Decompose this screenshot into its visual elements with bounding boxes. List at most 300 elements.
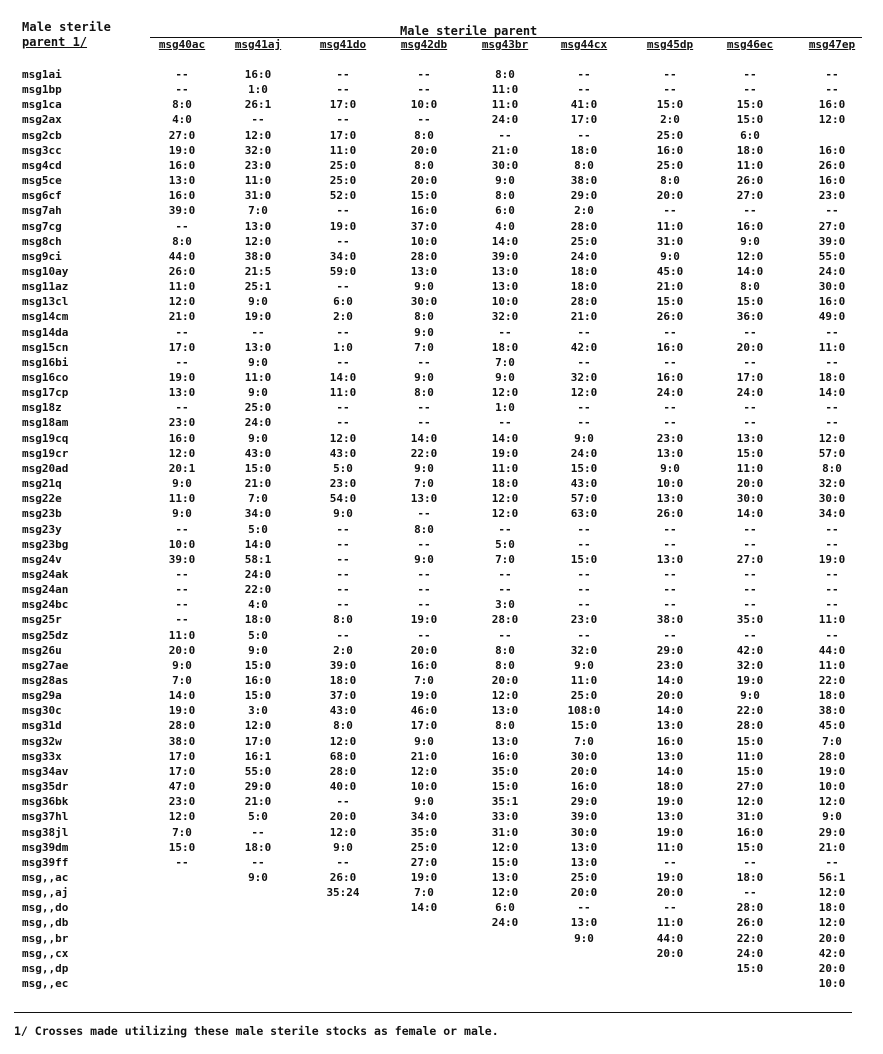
column-header-label: msg41aj: [234, 38, 282, 51]
table-cell: 6:0: [495, 901, 515, 915]
table-cell: 20:0: [736, 340, 764, 354]
table-cell: --: [743, 204, 757, 218]
table-cell: 16:0: [656, 340, 684, 354]
table-cell: 42:0: [818, 946, 846, 960]
table-cell: 18:0: [570, 280, 598, 294]
table-cell: 34:0: [818, 507, 846, 521]
table-cell: 16:0: [736, 825, 764, 839]
table-cell: 21:0: [818, 840, 846, 854]
table-cell: --: [417, 598, 431, 612]
table-cell: 32:0: [491, 310, 519, 324]
table-cell: 22:0: [244, 583, 272, 597]
table-cell: 32:0: [570, 643, 598, 657]
table-cell: 24:0: [570, 446, 598, 460]
row-label: msg14da: [22, 325, 69, 339]
table-cell: 20:1: [168, 461, 196, 475]
table-cell: --: [825, 355, 839, 369]
table-cell: 12:0: [818, 916, 846, 930]
table-cell: 32:0: [244, 143, 272, 157]
table-cell: 12:0: [168, 295, 196, 309]
table-cell: --: [336, 598, 350, 612]
table-cell: 44:0: [818, 643, 846, 657]
table-cell: 24:0: [818, 264, 846, 278]
table-cell: 23:0: [168, 416, 196, 430]
row-label: msg23bg: [22, 537, 69, 551]
table-cell: 8:0: [414, 128, 434, 142]
table-cell: --: [743, 355, 757, 369]
table-cell: 15:0: [736, 113, 764, 127]
table-cell: 14:0: [818, 386, 846, 400]
table-cell: 12:0: [491, 689, 519, 703]
table-cell: 19:0: [818, 764, 846, 778]
table-cell: 13:0: [168, 174, 196, 188]
table-cell: 32:0: [818, 477, 846, 491]
table-cell: 6:0: [333, 295, 353, 309]
row-label: msg9ci: [22, 249, 62, 263]
table-cell: 28:0: [329, 764, 357, 778]
table-cell: 25:0: [656, 128, 684, 142]
table-cell: 15:0: [736, 446, 764, 460]
row-label: msg26u: [22, 643, 62, 657]
table-cell: 28:0: [736, 719, 764, 733]
table-cell: 15:0: [736, 764, 764, 778]
table-cell: 12:0: [818, 113, 846, 127]
table-cell: 29:0: [818, 825, 846, 839]
table-cell: 57:0: [570, 492, 598, 506]
row-label: msg,,do: [22, 901, 69, 915]
table-cell: --: [743, 537, 757, 551]
table-cell: 37:0: [410, 219, 438, 233]
table-cell: 17:0: [168, 764, 196, 778]
table-cell: 9:0: [172, 507, 192, 521]
table-cell: 10:0: [410, 780, 438, 794]
table-cell: 20:0: [656, 689, 684, 703]
row-label: msg19cq: [22, 431, 69, 445]
table-cell: 18:0: [244, 613, 272, 627]
table-cell: 9:0: [414, 795, 434, 809]
table-cell: --: [175, 68, 189, 81]
table-cell: 13:0: [570, 840, 598, 854]
table-cell: 16:0: [168, 431, 196, 445]
table-cell: --: [175, 567, 189, 581]
table-cell: 9:0: [740, 689, 760, 703]
table-cell: 14:0: [656, 674, 684, 687]
table-cell: 15:0: [736, 840, 764, 854]
table-cell: 7:0: [414, 674, 434, 687]
table-cell: 29:0: [244, 780, 272, 794]
column-header-label: msg45dp: [646, 38, 694, 51]
table-cell: 9:0: [495, 174, 515, 188]
table-cell: 39:0: [818, 234, 846, 248]
table-cell: 21:0: [244, 795, 272, 809]
table-cell: 35:1: [491, 795, 519, 809]
table-cell: 27:0: [736, 780, 764, 794]
table-cell: 13:0: [244, 219, 272, 233]
row-label: msg6cf: [22, 189, 62, 203]
table-cell: --: [825, 628, 839, 642]
table-cell: 20:0: [329, 810, 357, 824]
table-cell: --: [825, 583, 839, 597]
table-cell: 8:0: [414, 522, 434, 536]
row-label: msg14cm: [22, 310, 69, 324]
column-header-label: msg40ac: [158, 38, 206, 51]
table-cell: --: [417, 83, 431, 97]
table-cell: 43:0: [329, 446, 357, 460]
row-label: msg1ca: [22, 98, 62, 112]
table-cell: --: [498, 325, 512, 339]
table-cell: 9:0: [495, 371, 515, 384]
table-cell: --: [743, 855, 757, 869]
column-header-label: msg42db: [400, 38, 448, 51]
row-label: msg19cr: [22, 446, 69, 460]
row-label: msg25dz: [22, 628, 69, 642]
table-cell: 18:0: [329, 674, 357, 687]
table-cell: 13:0: [491, 734, 519, 748]
row-label: msg18z: [22, 401, 62, 415]
table-cell: 31:0: [656, 234, 684, 248]
table-cell: 9:0: [414, 461, 434, 475]
table-cell: 23:0: [244, 158, 272, 172]
table-cell: 16:0: [656, 371, 684, 384]
table-cell: 16:0: [736, 219, 764, 233]
table-cell: 13:0: [491, 870, 519, 884]
row-label: msg7ah: [22, 204, 62, 218]
table-cell: 25:0: [656, 158, 684, 172]
table-cell: --: [743, 83, 757, 97]
table-cell: 34:0: [244, 507, 272, 521]
table-cell: --: [743, 522, 757, 536]
table-cell: 5:0: [333, 461, 353, 475]
table-cell: --: [498, 567, 512, 581]
table-cell: 43:0: [244, 446, 272, 460]
table-cell: 8:0: [172, 234, 192, 248]
table-cell: 32:0: [736, 658, 764, 672]
table-cell: 20:0: [168, 643, 196, 657]
table-cell: --: [175, 355, 189, 369]
table-cell: 52:0: [329, 189, 357, 203]
table-cell: 11:0: [736, 461, 764, 475]
table-cell: 12:0: [244, 234, 272, 248]
table-cell: 30:0: [570, 825, 598, 839]
table-cell: 19:0: [410, 613, 438, 627]
table-cell: --: [336, 280, 350, 294]
table-cell: --: [577, 522, 591, 536]
row-label: msg16bi: [22, 355, 69, 369]
table-cell: 16:0: [818, 174, 846, 188]
table-cell: 3:0: [495, 598, 515, 612]
column-header: [544, 38, 624, 54]
row-label: msg27ae: [22, 658, 69, 672]
table-cell: 19:0: [168, 704, 196, 718]
table-cell: 32:0: [570, 371, 598, 384]
table-cell: 28:0: [570, 295, 598, 309]
table-cell: --: [663, 567, 677, 581]
column-header: [630, 38, 710, 54]
row-label: msg17cp: [22, 386, 69, 400]
table-cell: 46:0: [410, 704, 438, 718]
table-cell: 8:0: [495, 719, 515, 733]
row-label: msg,,ec: [22, 977, 69, 990]
table-cell: 39:0: [329, 658, 357, 672]
table-cell: 12:0: [818, 431, 846, 445]
table-cell: 23:0: [168, 795, 196, 809]
table-cell: 26:0: [656, 507, 684, 521]
table-cell: 12:0: [491, 507, 519, 521]
table-cell: 16:0: [656, 734, 684, 748]
table-cell: 33:0: [491, 810, 519, 824]
table-cell: --: [663, 204, 677, 218]
table-cell: 58:1: [244, 552, 272, 566]
table-cell: --: [336, 416, 350, 430]
table-cell: 11:0: [491, 98, 519, 112]
row-label: msg37hl: [22, 810, 69, 824]
table-cell: 17:0: [736, 371, 764, 384]
table-cell: 36:0: [736, 310, 764, 324]
table-cell: 12:0: [818, 886, 846, 900]
table-cell: --: [663, 83, 677, 97]
table-cell: 20:0: [818, 931, 846, 945]
table-cell: 13:0: [656, 446, 684, 460]
table-cell: 9:0: [248, 355, 268, 369]
table-cell: 7:0: [822, 734, 842, 748]
table-cell: --: [743, 598, 757, 612]
table-cell: --: [743, 628, 757, 642]
table-cell: 55:0: [818, 249, 846, 263]
table-cell: 55:0: [244, 764, 272, 778]
table-cell: --: [417, 401, 431, 415]
table-cell: 20:0: [736, 477, 764, 491]
table-cell: 15:0: [570, 719, 598, 733]
table-cell: 25:0: [329, 174, 357, 188]
table-cell: 8:0: [172, 98, 192, 112]
table-cell: 18:0: [818, 371, 846, 384]
row-label: msg28as: [22, 674, 69, 687]
table-cell: 4:0: [248, 598, 268, 612]
table-cell: 9:0: [414, 371, 434, 384]
table-cell: --: [498, 583, 512, 597]
table-cell: 19:0: [244, 310, 272, 324]
row-label: msg32w: [22, 734, 62, 748]
table-cell: 18:0: [491, 340, 519, 354]
column-header-label: msg47ep: [808, 38, 856, 51]
table-cell: 10:0: [410, 98, 438, 112]
table-cell: 9:0: [660, 249, 680, 263]
table-cell: 15:0: [736, 295, 764, 309]
table-cell: --: [743, 401, 757, 415]
table-cell: 59:0: [329, 264, 357, 278]
table-cell: 14:0: [656, 704, 684, 718]
table-cell: --: [417, 507, 431, 521]
table-cell: 25:0: [570, 234, 598, 248]
table-cell: 9:0: [414, 552, 434, 566]
table-cell: 1:0: [333, 340, 353, 354]
table-cell: --: [825, 68, 839, 81]
table-cell: 14:0: [244, 537, 272, 551]
table-cell: 16:0: [410, 658, 438, 672]
column-header-label: msg46ec: [726, 38, 774, 51]
table-cell: 12:0: [491, 840, 519, 854]
row-label: msg2cb: [22, 128, 62, 142]
table-cell: --: [577, 598, 591, 612]
row-header-line2: parent 1/: [22, 35, 88, 49]
table-cell: 15:0: [410, 189, 438, 203]
table-cell: 24:0: [736, 386, 764, 400]
table-cell: 19:0: [656, 870, 684, 884]
column-header-label: msg43br: [481, 38, 529, 51]
table-cell: 27:0: [168, 128, 196, 142]
table-cell: 9:0: [333, 840, 353, 854]
table-cell: --: [577, 567, 591, 581]
row-label: msg30c: [22, 704, 62, 718]
table-cell: --: [577, 901, 591, 915]
table-cell: 14:0: [491, 234, 519, 248]
table-cell: 7:0: [574, 734, 594, 748]
table-cell: 15:0: [168, 840, 196, 854]
table-cell: 12:0: [736, 795, 764, 809]
column-header-label: msg41do: [319, 38, 367, 51]
row-label: msg13cl: [22, 295, 69, 309]
table-cell: --: [336, 355, 350, 369]
table-cell: 11:0: [656, 916, 684, 930]
table-cell: 9:0: [248, 431, 268, 445]
table-cell: 17:0: [168, 749, 196, 763]
table-cell: 9:0: [248, 643, 268, 657]
row-label: msg24v: [22, 552, 62, 566]
table-cell: --: [336, 795, 350, 809]
table-cell: --: [577, 401, 591, 415]
table-cell: 16:1: [244, 749, 272, 763]
table-cell: 9:0: [414, 325, 434, 339]
table-cell: 2:0: [333, 310, 353, 324]
table-cell: --: [417, 113, 431, 127]
table-cell: 11:0: [491, 461, 519, 475]
table-cell: 5:0: [248, 628, 268, 642]
table-cell: --: [336, 68, 350, 81]
row-label: msg1bp: [22, 83, 62, 97]
table-cell: 19:0: [656, 825, 684, 839]
table-cell: 23:0: [570, 613, 598, 627]
row-label: msg24an: [22, 583, 69, 597]
table-cell: 15:0: [244, 461, 272, 475]
table-cell: --: [663, 325, 677, 339]
table-cell: 23:0: [656, 658, 684, 672]
table-cell: 26:0: [656, 310, 684, 324]
row-label: msg25r: [22, 613, 62, 627]
table-cell: --: [577, 68, 591, 81]
table-cell: 16:0: [410, 204, 438, 218]
row-label: msg29a: [22, 689, 62, 703]
table-cell: 9:0: [574, 931, 594, 945]
table-cell: --: [577, 628, 591, 642]
column-header: [384, 38, 464, 54]
table-cell: 12:0: [168, 446, 196, 460]
table-cell: 31:0: [491, 825, 519, 839]
table-cell: 25:0: [410, 840, 438, 854]
table-cell: 9:0: [574, 431, 594, 445]
table-cell: 6:0: [495, 204, 515, 218]
table-cell: 13:0: [656, 552, 684, 566]
table-cell: 14:0: [329, 371, 357, 384]
table-cell: 15:0: [656, 98, 684, 112]
table-cell: 7:0: [414, 340, 434, 354]
table-cell: 11:0: [656, 219, 684, 233]
table-cell: 38:0: [168, 734, 196, 748]
table-cell: 14:0: [491, 431, 519, 445]
table-cell: 15:0: [736, 734, 764, 748]
table-cell: 9:0: [248, 870, 268, 884]
table-cell: 11:0: [168, 280, 196, 294]
table-cell: 57:0: [818, 446, 846, 460]
table-cell: 16:0: [244, 674, 272, 687]
table-cell: 19:0: [818, 552, 846, 566]
row-label: msg39dm: [22, 840, 69, 854]
table-cell: 9:0: [333, 507, 353, 521]
row-label: msg10ay: [22, 264, 69, 278]
table-cell: --: [417, 628, 431, 642]
spanning-column-title: Male sterile parent: [400, 24, 538, 38]
table-cell: 2:0: [333, 643, 353, 657]
table-cell: 1:0: [495, 401, 515, 415]
table-cell: 9:0: [172, 477, 192, 491]
table-cell: 17:0: [244, 734, 272, 748]
table-cell: 11:0: [329, 143, 357, 157]
table-cell: 26:0: [329, 870, 357, 884]
table-cell: 38:0: [570, 174, 598, 188]
table-cell: 7:0: [248, 492, 268, 506]
table-cell: 19:0: [736, 674, 764, 687]
table-cell: 18:0: [570, 143, 598, 157]
table-cell: --: [743, 416, 757, 430]
table-cell: 15:0: [244, 689, 272, 703]
table-cell: 12:0: [168, 810, 196, 824]
table-cell: 4:0: [495, 219, 515, 233]
row-label: msg3cc: [22, 143, 62, 157]
table-cell: --: [743, 567, 757, 581]
table-cell: 8:0: [414, 386, 434, 400]
table-cell: 12:0: [818, 795, 846, 809]
table-cell: --: [663, 401, 677, 415]
table-cell: 39:0: [491, 249, 519, 263]
table-cell: 19:0: [410, 870, 438, 884]
table-cell: 23:0: [329, 477, 357, 491]
table-cell: 5:0: [495, 537, 515, 551]
table-cell: --: [577, 325, 591, 339]
table-cell: --: [417, 537, 431, 551]
table-cell: 38:0: [818, 704, 846, 718]
table-cell: 45:0: [656, 264, 684, 278]
table-cell: 24:0: [491, 113, 519, 127]
table-cell: 21:0: [410, 749, 438, 763]
row-label: msg23b: [22, 507, 62, 521]
table-cell: 16:0: [818, 143, 846, 157]
table-cell: 13:0: [491, 280, 519, 294]
table-cell: 10:0: [656, 477, 684, 491]
table-cell: --: [336, 552, 350, 566]
table-cell: 24:0: [570, 249, 598, 263]
table-cell: 20:0: [410, 143, 438, 157]
table-cell: 13:0: [656, 492, 684, 506]
table-cell: 41:0: [570, 98, 598, 112]
table-cell: 30:0: [818, 492, 846, 506]
table-cell: 14:0: [410, 431, 438, 445]
table-cell: 8:0: [574, 158, 594, 172]
row-label: msg24ak: [22, 567, 69, 581]
table-cell: --: [251, 855, 265, 869]
column-header: [710, 38, 790, 54]
table-cell: 17:0: [410, 719, 438, 733]
table-cell: 31:0: [244, 189, 272, 203]
table-cell: 21:0: [168, 310, 196, 324]
